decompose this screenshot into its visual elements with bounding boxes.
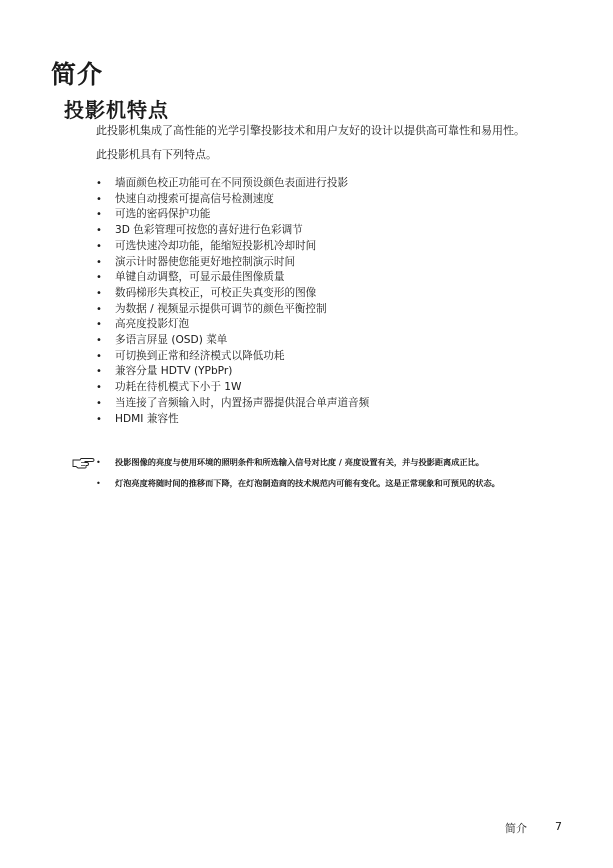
feature-item: • 可选快速冷却功能，能缩短投影机冷却时间 [96, 239, 551, 255]
feature-item: • 演示计时器使您能更好地控制演示时间 [96, 255, 551, 271]
feature-item: • 3D 色彩管理可按您的喜好进行色彩调节 [96, 223, 551, 239]
note-item: • 灯泡亮度将随时间的推移而下降，在灯泡制造商的技术规范内可能有变化。这是正常现象和可预见的状态。 [96, 477, 552, 490]
chapter-title: 简介 [51, 60, 104, 89]
feature-item: • 多语言屏显 (OSD) 菜单 [96, 333, 551, 349]
pointing-hand-icon [72, 456, 96, 470]
feature-list [96, 176, 551, 427]
page-footer [0, 820, 613, 836]
feature-item: • 为数据 / 视频显示提供可调节的颜色平衡控制 [96, 302, 551, 318]
feature-item: • 高亮度投影灯泡 [96, 317, 551, 333]
footer-section-name: 简介 [505, 822, 527, 835]
features-intro: 此投影机具有下列特点。 [96, 148, 217, 161]
feature-item: • 当连接了音频输入时，内置扬声器提供混合单声道音频 [96, 396, 551, 412]
page-number: 7 [555, 820, 562, 833]
feature-item: • 快速自动搜索可提高信号检测速度 [96, 192, 551, 208]
main-content [96, 123, 551, 427]
section-title: 投影机特点 [64, 98, 169, 122]
feature-item: • 可切换到正常和经济模式以降低功耗 [96, 349, 551, 365]
feature-item: • 可选的密码保护功能 [96, 207, 551, 223]
feature-item: • 功耗在待机模式下小于 1W [96, 380, 551, 396]
notes-section [72, 456, 552, 498]
note-list [72, 456, 552, 490]
intro-paragraph: 此投影机集成了高性能的光学引擎投影技术和用户友好的设计以提供高可靠性和易用性。 [96, 124, 525, 137]
note-item: • 投影图像的亮度与使用环境的照明条件和所选输入信号对比度 / 亮度设置有关，并与投影距离成正比。 [96, 456, 552, 469]
feature-item: • 墙面颜色校正功能可在不同预设颜色表面进行投影 [96, 176, 551, 192]
feature-item: • HDMI 兼容性 [96, 412, 551, 428]
feature-item: • 兼容分量 HDTV (YPbPr) [96, 364, 551, 380]
feature-item: • 单键自动调整，可显示最佳图像质量 [96, 270, 551, 286]
feature-item: • 数码梯形失真校正，可校正失真变形的图像 [96, 286, 551, 302]
